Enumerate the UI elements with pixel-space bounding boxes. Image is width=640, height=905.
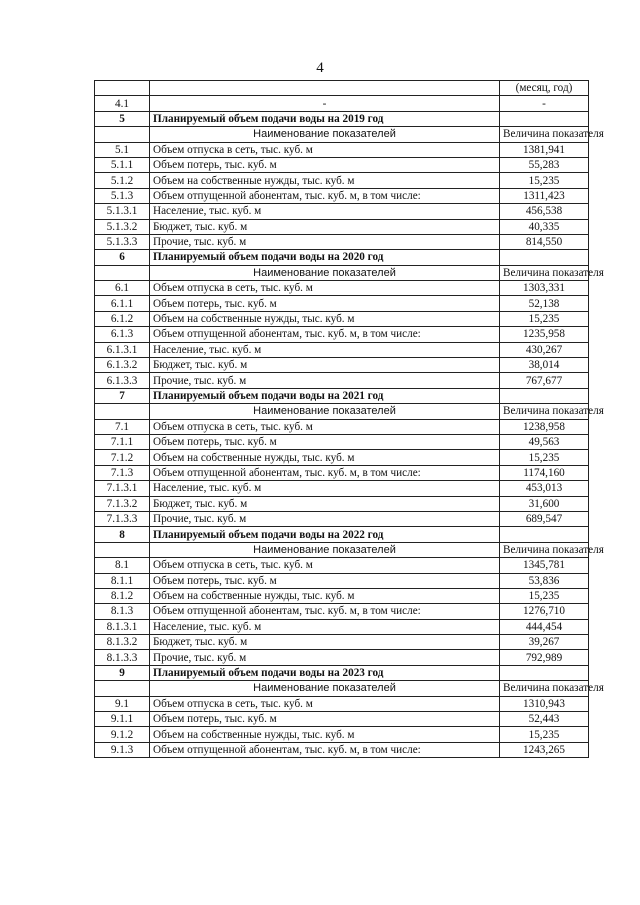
row-name: Объем отпуска в сеть, тыс. куб. м xyxy=(150,696,500,711)
row-value: 15,235 xyxy=(500,311,589,326)
row-number: 5.1.3.3 xyxy=(95,234,150,249)
row-value: 55,283 xyxy=(500,157,589,172)
row-name: Население, тыс. куб. м xyxy=(150,342,500,357)
row-name: Объем отпущенной абонентам, тыс. куб. м, в том числе: xyxy=(150,327,500,342)
table-row xyxy=(95,450,589,465)
header-value: Величина показателя xyxy=(500,681,589,696)
row-number: 6.1.3.1 xyxy=(95,342,150,357)
table-row xyxy=(95,342,589,357)
row-name: Население, тыс. куб. м xyxy=(150,204,500,219)
table-row xyxy=(95,219,589,234)
row-name: Бюджет, тыс. куб. м xyxy=(150,496,500,511)
row-value: 39,267 xyxy=(500,635,589,650)
row-value: 15,235 xyxy=(500,588,589,603)
row-name xyxy=(150,81,500,96)
row-value: 814,550 xyxy=(500,234,589,249)
row-value: 1243,265 xyxy=(500,742,589,757)
row-number: 6.1.3 xyxy=(95,327,150,342)
row-value: 767,677 xyxy=(500,373,589,388)
table-row xyxy=(95,496,589,511)
row-number: 6.1 xyxy=(95,281,150,296)
row-value: 31,600 xyxy=(500,496,589,511)
row-number: 8.1.3.3 xyxy=(95,650,150,665)
row-value: 1345,781 xyxy=(500,558,589,573)
row-number: 6.1.3.2 xyxy=(95,358,150,373)
section-number: 8 xyxy=(95,527,150,542)
table-row xyxy=(95,281,589,296)
header-blank xyxy=(95,127,150,142)
section-title: Планируемый объем подачи воды на 2019 год xyxy=(150,111,500,126)
table-row xyxy=(95,358,589,373)
row-name: Бюджет, тыс. куб. м xyxy=(150,219,500,234)
section-title: Планируемый объем подачи воды на 2022 год xyxy=(150,527,500,542)
water-supply-table xyxy=(94,80,604,758)
table-row xyxy=(95,573,589,588)
section-title-row xyxy=(95,388,589,403)
header-blank xyxy=(95,542,150,557)
row-name: Объем отпуска в сеть, тыс. куб. м xyxy=(150,558,500,573)
table-row xyxy=(95,619,589,634)
section-title: Планируемый объем подачи воды на 2020 год xyxy=(150,250,500,265)
header-name: Наименование показателей xyxy=(150,681,500,696)
section-title-row xyxy=(95,527,589,542)
row-number: 7.1.1 xyxy=(95,434,150,449)
row-value: (месяц, год) xyxy=(500,81,589,96)
header-name: Наименование показателей xyxy=(150,127,500,142)
row-number: 8.1 xyxy=(95,558,150,573)
row-name: Объем на собственные нужды, тыс. куб. м xyxy=(150,727,500,742)
row-name: Объем на собственные нужды, тыс. куб. м xyxy=(150,173,500,188)
row-name: Объем потерь, тыс. куб. м xyxy=(150,434,500,449)
row-number: 8.1.2 xyxy=(95,588,150,603)
row-value: 456,538 xyxy=(500,204,589,219)
row-value: 52,443 xyxy=(500,712,589,727)
section-blank xyxy=(500,388,589,403)
row-value: 1381,941 xyxy=(500,142,589,157)
row-number: 7.1.2 xyxy=(95,450,150,465)
row-name: Объем отпуска в сеть, тыс. куб. м xyxy=(150,281,500,296)
row-value: 52,138 xyxy=(500,296,589,311)
row-number: 8.1.3.1 xyxy=(95,619,150,634)
row-number: 5.1.3.2 xyxy=(95,219,150,234)
section-number: 5 xyxy=(95,111,150,126)
row-number: 6.1.2 xyxy=(95,311,150,326)
header-blank xyxy=(95,265,150,280)
header-name: Наименование показателей xyxy=(150,542,500,557)
row-name: Объем отпущенной абонентам, тыс. куб. м, в том числе: xyxy=(150,742,500,757)
row-name: Объем отпуска в сеть, тыс. куб. м xyxy=(150,419,500,434)
row-name: Объем на собственные нужды, тыс. куб. м xyxy=(150,450,500,465)
table-row xyxy=(95,96,589,111)
header-value: Величина показателя xyxy=(500,542,589,557)
table-row xyxy=(95,173,589,188)
row-value: 1276,710 xyxy=(500,604,589,619)
row-value: 49,563 xyxy=(500,434,589,449)
table-row xyxy=(95,81,589,96)
row-name: Население, тыс. куб. м xyxy=(150,619,500,634)
header-value: Величина показателя xyxy=(500,127,589,142)
row-number: 6.1.1 xyxy=(95,296,150,311)
table-row xyxy=(95,204,589,219)
row-name: Прочие, тыс. куб. м xyxy=(150,650,500,665)
row-value: 689,547 xyxy=(500,511,589,526)
table-row xyxy=(95,511,589,526)
row-number: 7.1 xyxy=(95,419,150,434)
header-row xyxy=(95,681,589,696)
row-number: 6.1.3.3 xyxy=(95,373,150,388)
header-blank xyxy=(95,681,150,696)
row-number: 9.1 xyxy=(95,696,150,711)
section-title-row xyxy=(95,665,589,680)
table-row xyxy=(95,558,589,573)
row-number: 7.1.3.3 xyxy=(95,511,150,526)
table-row xyxy=(95,635,589,650)
row-value: 1238,958 xyxy=(500,419,589,434)
header-row xyxy=(95,265,589,280)
row-value: 15,235 xyxy=(500,727,589,742)
header-blank xyxy=(95,404,150,419)
row-number: 5.1.2 xyxy=(95,173,150,188)
table-row xyxy=(95,434,589,449)
row-value: 453,013 xyxy=(500,481,589,496)
row-number: 5.1.3 xyxy=(95,188,150,203)
table-row xyxy=(95,696,589,711)
row-name: Прочие, тыс. куб. м xyxy=(150,511,500,526)
row-number: 7.1.3.2 xyxy=(95,496,150,511)
row-value: - xyxy=(500,96,589,111)
row-number: 5.1.1 xyxy=(95,157,150,172)
header-row xyxy=(95,404,589,419)
table-row xyxy=(95,157,589,172)
row-name: Население, тыс. куб. м xyxy=(150,481,500,496)
row-value: 792,989 xyxy=(500,650,589,665)
page-number: 4 xyxy=(316,60,324,76)
section-title-row xyxy=(95,111,589,126)
table-row xyxy=(95,373,589,388)
row-number: 8.1.3 xyxy=(95,604,150,619)
row-number: 7.1.3.1 xyxy=(95,481,150,496)
row-value: 40,335 xyxy=(500,219,589,234)
row-name: Объем отпуска в сеть, тыс. куб. м xyxy=(150,142,500,157)
row-name: Объем на собственные нужды, тыс. куб. м xyxy=(150,588,500,603)
row-name: Объем отпущенной абонентам, тыс. куб. м, в том числе: xyxy=(150,604,500,619)
section-number: 6 xyxy=(95,250,150,265)
row-value: 1303,331 xyxy=(500,281,589,296)
row-number: 7.1.3 xyxy=(95,465,150,480)
row-value: 444,454 xyxy=(500,619,589,634)
table-row xyxy=(95,188,589,203)
row-name: Объем отпущенной абонентам, тыс. куб. м, в том числе: xyxy=(150,465,500,480)
table-row xyxy=(95,742,589,757)
row-name: Прочие, тыс. куб. м xyxy=(150,373,500,388)
section-number: 9 xyxy=(95,665,150,680)
table-row xyxy=(95,588,589,603)
section-blank xyxy=(500,111,589,126)
section-number: 7 xyxy=(95,388,150,403)
row-value: 15,235 xyxy=(500,173,589,188)
header-name: Наименование показателей xyxy=(150,265,500,280)
row-value: 15,235 xyxy=(500,450,589,465)
table-body xyxy=(95,81,604,758)
section-blank xyxy=(500,665,589,680)
row-name: Бюджет, тыс. куб. м xyxy=(150,358,500,373)
row-name: Бюджет, тыс. куб. м xyxy=(150,635,500,650)
header-row xyxy=(95,127,589,142)
section-title: Планируемый объем подачи воды на 2023 год xyxy=(150,665,500,680)
table-row xyxy=(95,712,589,727)
row-name: Объем потерь, тыс. куб. м xyxy=(150,157,500,172)
section-blank xyxy=(500,250,589,265)
table-row xyxy=(95,327,589,342)
row-number: 9.1.1 xyxy=(95,712,150,727)
table-row xyxy=(95,419,589,434)
row-value: 430,267 xyxy=(500,342,589,357)
row-value: 1310,943 xyxy=(500,696,589,711)
table-row xyxy=(95,650,589,665)
row-number: 9.1.2 xyxy=(95,727,150,742)
table-row xyxy=(95,234,589,249)
section-title: Планируемый объем подачи воды на 2021 год xyxy=(150,388,500,403)
row-number: 5.1 xyxy=(95,142,150,157)
table-row xyxy=(95,465,589,480)
row-name: Объем потерь, тыс. куб. м xyxy=(150,573,500,588)
row-number xyxy=(95,81,150,96)
header-value: Величина показателя xyxy=(500,404,589,419)
header-name: Наименование показателей xyxy=(150,404,500,419)
row-number: 5.1.3.1 xyxy=(95,204,150,219)
table-row xyxy=(95,311,589,326)
row-value: 53,836 xyxy=(500,573,589,588)
row-name: Объем отпущенной абонентам, тыс. куб. м, в том числе: xyxy=(150,188,500,203)
section-title-row xyxy=(95,250,589,265)
table-row xyxy=(95,481,589,496)
row-name: Прочие, тыс. куб. м xyxy=(150,234,500,249)
table-row xyxy=(95,296,589,311)
section-blank xyxy=(500,527,589,542)
table-row xyxy=(95,142,589,157)
row-number: 8.1.1 xyxy=(95,573,150,588)
table-row xyxy=(95,604,589,619)
row-name: Объем потерь, тыс. куб. м xyxy=(150,296,500,311)
table-row xyxy=(95,727,589,742)
header-value: Величина показателя xyxy=(500,265,589,280)
row-value: 1311,423 xyxy=(500,188,589,203)
row-value: 1174,160 xyxy=(500,465,589,480)
row-name: - xyxy=(150,96,500,111)
row-name: Объем потерь, тыс. куб. м xyxy=(150,712,500,727)
header-row xyxy=(95,542,589,557)
row-number: 4.1 xyxy=(95,96,150,111)
row-number: 9.1.3 xyxy=(95,742,150,757)
row-value: 38,014 xyxy=(500,358,589,373)
row-number: 8.1.3.2 xyxy=(95,635,150,650)
row-value: 1235,958 xyxy=(500,327,589,342)
row-name: Объем на собственные нужды, тыс. куб. м xyxy=(150,311,500,326)
